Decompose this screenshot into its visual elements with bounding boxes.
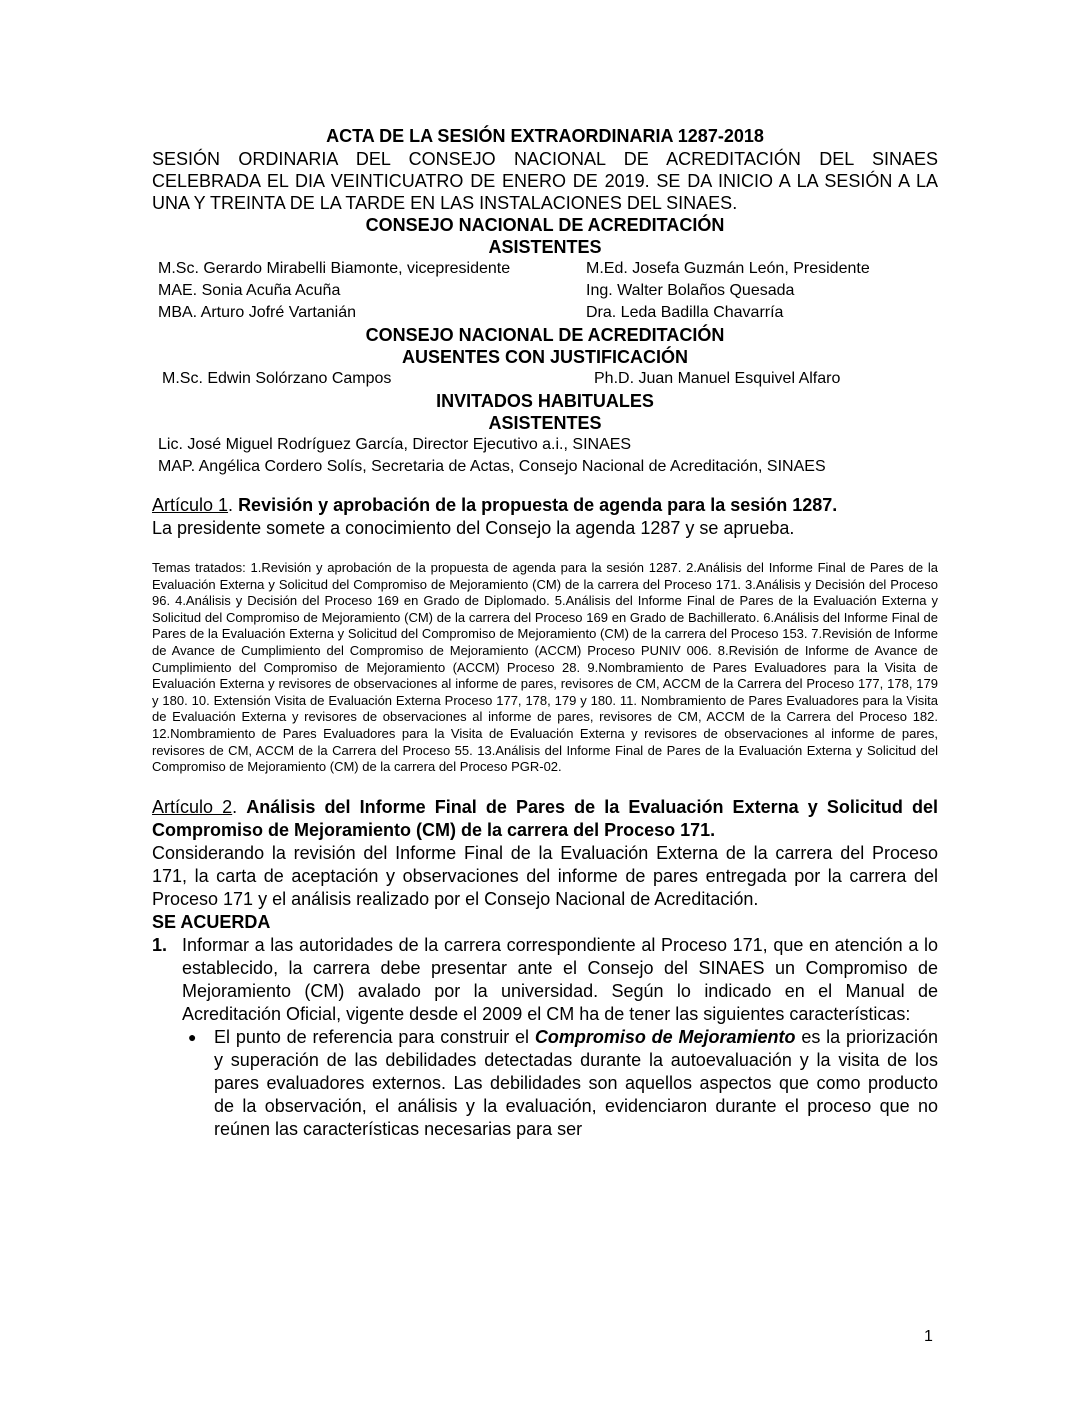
guests-list xyxy=(152,434,938,478)
attendee-name: M.Sc. Gerardo Mirabelli Biamonte, vicepresidente xyxy=(158,260,511,277)
article-2-text: Considerando la revisión del Informe Final de la Evaluación Externa de la carrera del Proceso 171, la carta de aceptación y observaciones del informe de pares entregada por la carrera del Proceso 171 y el análisis realizado por el Consejo Nacional de Acreditación. xyxy=(152,842,938,909)
bullet-text xyxy=(214,1026,938,1141)
attendee-name: MBA. Arturo Jofré Vartanián xyxy=(158,304,357,321)
article-1: Artículo 1. Revisión y aprobación de la propuesta de agenda para la sesión 1287. xyxy=(152,495,838,515)
attendee-name: M.Ed. Josefa Guzmán León, Presidente xyxy=(586,260,870,277)
article-2-label: Artículo 2 xyxy=(152,796,233,817)
session-intro: SESIÓN ORDINARIA DEL CONSEJO NACIONAL DE ACREDITACIÓN DEL SINAES CELEBRADA EL DIA VEINTICUATRO DE ENERO DE 2019. SE DA INICIO A LA SESIÓN A LA UNA Y TREINTA DE LA TARDE EN LAS INSTALACIONES DEL SINAES. xyxy=(152,149,938,213)
guests-heading: INVITADOS HABITUALES xyxy=(436,391,654,411)
article-1-title: Revisión y aprobación de la propuesta de agenda para la sesión 1287. xyxy=(238,495,838,515)
absent-name: Ph.D. Juan Manuel Esquivel Alfaro xyxy=(594,370,841,387)
topics-summary: Temas tratados: 1.Revisión y aprobación de la propuesta de agenda para la sesión 1287. 2.Análisis del Informe Final de Pares de la Evaluación Externa y Solicitud del Compromiso de Mejoramiento (CM) de la carrera del Proceso 171. 3.Análisis y Decisión del Proceso 96. 4.Análisis y Decisión del Proceso 169 en Grado de Diplomado. 5.Análisis del Informe Final de Pares de la Evaluación Externa y Solicitud del Compromiso de Mejoramiento (CM) de la carrera del Proceso 169 en Grado de Bachillerato. 6.Análisis del Informe Final de Pares de la Evaluación Externa y Solicitud del Compromiso de Mejoramiento (CM) de la carrera del Proceso 153. 7.Revisión de Informe de Avance de Cumplimiento del Compromiso de Mejoramiento (ACCM) Proceso PUNIV 006. 8.Revisión de Informe de Avance de Cumplimiento del Compromiso de Mejoramiento (ACCM) Proceso 28. 9.Nombramiento de Pares Evaluadores para la Visita de Evaluación Externa y revisores de observaciones al informe de pares, revisores de CM, ACCM de la Carrera del Proceso 177, 178, 179 y 180. 10. Extensión Visita de Evaluación Externa Proceso 177, 178, 179 y 180. 11. Nombramiento de Pares Evaluadores para la Visita de Evaluación Externa y revisores de observaciones al informe de pares, revisores de CM, ACCM de la Carrera del Proceso 182. 12.Nombramiento de Pares Evaluadores para la Visita de Evaluación Externa y revisores de observaciones al informe de pares, revisores de CM, ACCM de la Carrera del Proceso 55. 13.Análisis del Informe Final de Pares de la Evaluación Externa y Solicitud del Compromiso de Mejoramiento (CM) de la carrera del Proceso PGR-02. xyxy=(152,560,938,775)
absent-name: M.Sc. Edwin Solórzano Campos xyxy=(162,370,392,387)
attendee-name: Ing. Walter Bolaños Quesada xyxy=(586,282,795,299)
agreement-heading: SE ACUERDA xyxy=(152,911,271,932)
page-number: 1 xyxy=(924,1328,933,1345)
guest-name: Lic. José Miguel Rodríguez García, Director Ejecutivo a.i., SINAES xyxy=(158,436,632,453)
bullet-text-pre: El punto de referencia para construir el xyxy=(214,1026,535,1047)
agreement-item xyxy=(152,934,938,1026)
article-1-label: Artículo 1 xyxy=(152,495,229,515)
document-page xyxy=(152,124,938,1141)
absent-list xyxy=(152,368,938,390)
bullet-emphasis: Compromiso de Mejoramiento xyxy=(534,1026,796,1047)
article-2-title: Análisis del Informe Final de Pares de la Evaluación Externa y Solicitud del Compromiso de Mejoramiento (CM) de la carrera del Proceso 171. xyxy=(152,796,938,840)
council-heading: CONSEJO NACIONAL DE ACREDITACIÓN xyxy=(365,215,725,235)
attendee-name: Dra. Leda Badilla Chavarría xyxy=(586,304,784,321)
council-heading-absent: CONSEJO NACIONAL DE ACREDITACIÓN xyxy=(365,325,725,345)
agreement-bullet xyxy=(182,1026,938,1141)
attendees-list xyxy=(152,258,938,324)
agreement-item-number: 1. xyxy=(152,934,168,955)
absent-heading: AUSENTES CON JUSTIFICACIÓN xyxy=(401,347,689,367)
bullet-icon: ● xyxy=(188,1028,197,1045)
article-2: Artículo 2. Análisis del Informe Final de Pares de la Evaluación Externa y Solicitud del Compromiso de Mejoramiento (CM) de la carrera del Proceso 171. xyxy=(152,796,938,840)
attendee-name: MAE. Sonia Acuña Acuña xyxy=(158,282,341,299)
guest-name: MAP. Angélica Cordero Solís, Secretaria de Actas, Consejo Nacional de Acreditación, SINAES xyxy=(158,458,826,475)
agreement-item-text: Informar a las autoridades de la carrera correspondiente al Proceso 171, que en atención a lo establecido, la carrera debe presentar ante el Consejo del SINAES un Compromiso de Mejoramiento (CM) avalado por la universidad. Según lo indicado en el Manual de Acreditación Oficial, vigente desde el 2009 el CM ha de tener las siguientes características: xyxy=(182,934,938,1024)
article-1-text: La presidente somete a conocimiento del Consejo la agenda 1287 y se aprueba. xyxy=(152,518,795,538)
attendees-heading: ASISTENTES xyxy=(488,237,602,257)
bullet-text-post: es la priorización y superación de las debilidades detectadas durante la autoevaluación y la visita de los pares evaluadores externos. Las debilidades son aquellos aspectos que como producto de la observación, el análisis y la evaluación, evidenciaron durante el proceso que no reúnen las características necesarias para ser xyxy=(214,1026,939,1139)
document-title: ACTA DE LA SESIÓN EXTRAORDINARIA 1287-2018 xyxy=(326,126,764,146)
guests-subheading: ASISTENTES xyxy=(488,413,602,433)
